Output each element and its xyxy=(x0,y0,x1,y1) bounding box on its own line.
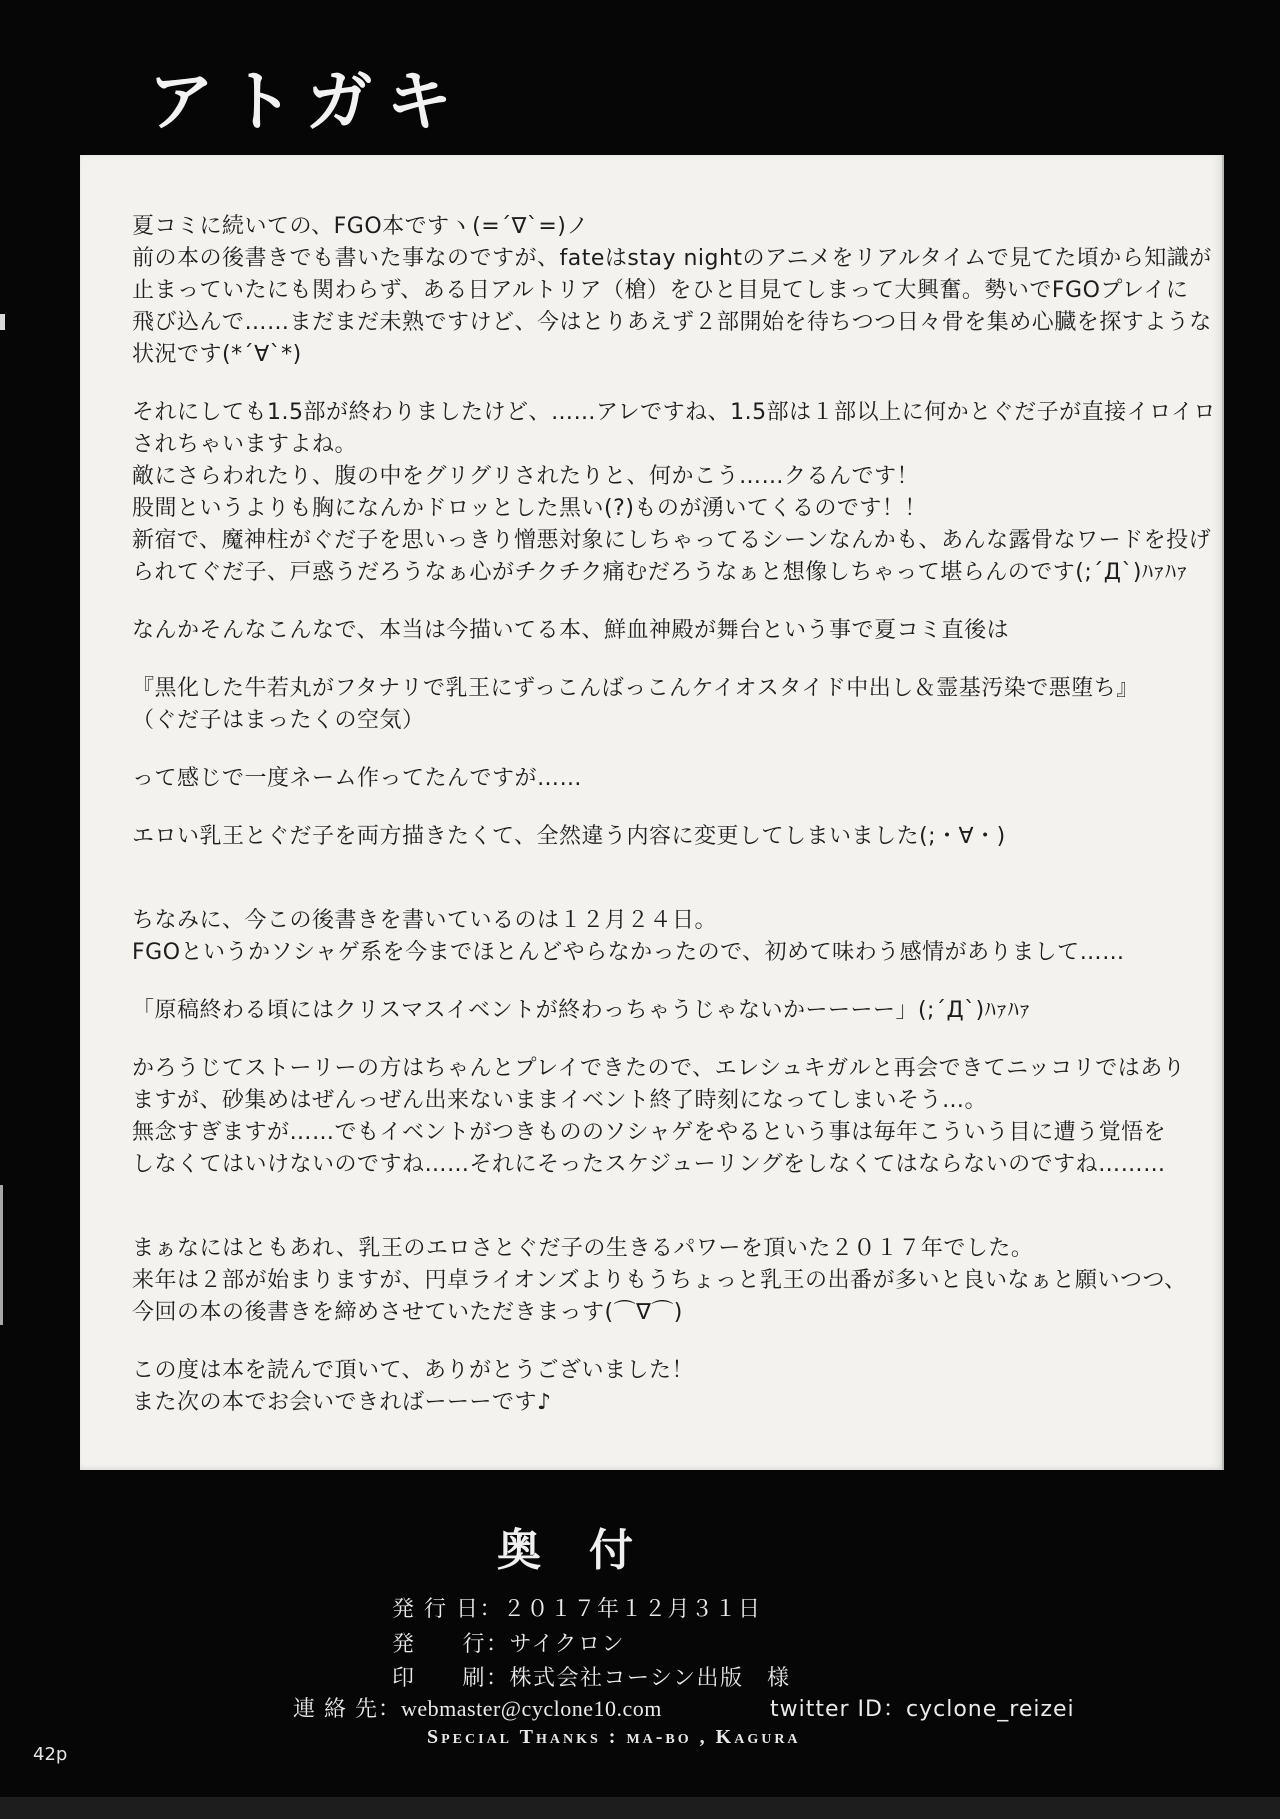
colophon-publisher: 発 行：サイクロン xyxy=(392,1632,626,1657)
afterword-blank-line xyxy=(132,853,1198,879)
afterword-line: なんかそんなこんなで、本当は今描いてる本、鮮血神殿が舞台という事で夏コミ直後は xyxy=(132,618,1010,643)
afterword-line: 前の本の後書きでも書いた事なのですが、fateはstay nightのアニメをリアルタイムで見てた頃から知識が xyxy=(132,246,1212,271)
afterword-line: まぁなにはともあれ、乳王のエロさとぐだ子の生きるパワーを頂いた２０１７年でした。 xyxy=(132,1236,1034,1261)
scan-artifact xyxy=(0,1185,3,1325)
afterword-blank-line xyxy=(132,371,1198,397)
afterword-paper xyxy=(80,155,1224,1470)
afterword-line: エロい乳王とぐだ子を両方描きたくて、全然違う内容に変更してしまいました(;・∀・) xyxy=(132,824,1006,849)
afterword-line: 敵にさらわれたり、腹の中をグリグリされたりと、何かこう……クるんです！ xyxy=(132,464,920,489)
colophon-special-thanks: Special Thanks : ma-bo , Kagura xyxy=(427,1726,801,1748)
twitter-value: cyclone_reizei xyxy=(906,1697,1075,1722)
afterword-line: しなくてはいけないのですね……それにそったスケジューリングをしなくてはならないのですね……… xyxy=(132,1152,1166,1177)
afterword-line: 「原稿終わる頃にはクリスマスイベントが終わっちゃうじゃないかーーーー」(;´Д`)ﾊｧﾊｧ xyxy=(132,998,1031,1023)
afterword-blank-line xyxy=(132,589,1198,615)
afterword-blank-line xyxy=(132,969,1198,995)
afterword-line: ますが、砂集めはぜんっぜん出来ないままイベント終了時刻になってしまいそう…。 xyxy=(132,1088,988,1113)
afterword-blank-line xyxy=(132,795,1198,821)
afterword-line: 『黒化した牛若丸がフタナリで乳王にずっこんばっこんケイオスタイド中出し＆霊基汚染で悪堕ち』 xyxy=(132,676,1139,701)
afterword-line: 状況です(*´∀`*) xyxy=(132,342,302,367)
afterword-blank-line xyxy=(132,879,1198,905)
page-number: 42p xyxy=(33,1744,68,1765)
afterword-line: されちゃいますよね。 xyxy=(132,432,358,457)
twitter-id xyxy=(770,1692,1075,1723)
colophon-contact-row xyxy=(293,1692,1075,1723)
afterword-line: この度は本を読んで頂いて、ありがとうございました！ xyxy=(132,1358,695,1383)
afterword-line: それにしても1.5部が終わりましたけど、……アレですね、1.5部は１部以上に何かとぐだ子が直接イロイロ xyxy=(132,400,1216,425)
afterword-blank-line xyxy=(132,1027,1198,1053)
scan-bottom-strip xyxy=(0,1797,1280,1819)
contact-email: webmaster@cyclone10.com xyxy=(401,1696,662,1721)
afterword-line: って感じで一度ネーム作ってたんですが…… xyxy=(132,766,583,791)
twitter-label: twitter ID： xyxy=(770,1697,906,1722)
colophon-title: 奥 付 xyxy=(497,1525,635,1576)
afterword-line: 今回の本の後書きを締めさせていただきまっす(⌒∇⌒) xyxy=(132,1300,683,1325)
contact-label: 連 絡 先： xyxy=(293,1697,401,1722)
afterword-line: 止まっていたにも関わらず、ある日アルトリア（槍）をひと目見てしまって大興奮。勢いでFGOプレイに xyxy=(132,278,1189,303)
colophon-publish-date: 発 行 日：２０１７年１２月３１日 xyxy=(392,1597,762,1622)
afterword-line: （ぐだ子はまったくの空気） xyxy=(132,708,425,733)
afterword-line: 夏コミに続いての、FGO本ですヽ(=´∇`=)ノ xyxy=(132,214,589,239)
afterword-body xyxy=(80,155,1222,1419)
afterword-blank-line xyxy=(132,1181,1198,1207)
scan-artifact xyxy=(0,314,5,330)
afterword-blank-line xyxy=(132,737,1198,763)
afterword-line: FGOというかソシャゲ系を今までほとんどやらなかったので、初めて味わう感情がありまして…… xyxy=(132,940,1125,965)
afterword-line: 来年は２部が始まりますが、円卓ライオンズよりもうちょっと乳王の出番が多いと良いなぁと願いつつ、 xyxy=(132,1268,1187,1293)
afterword-blank-line xyxy=(132,1329,1198,1355)
afterword-line: られてぐだ子、戸惑うだろうなぁ心がチクチク痛むだろうなぁと想像しちゃって堪らんのです(;´Д`)ﾊｧﾊｧ xyxy=(132,560,1189,585)
afterword-line: また次の本でお会いできればーーーです♪ xyxy=(132,1390,552,1415)
afterword-line: ちなみに、今この後書きを書いているのは１２月２４日。 xyxy=(132,908,718,933)
afterword-line: 股間というよりも胸になんかドロッとした黒い(?)ものが湧いてくるのです！！ xyxy=(132,496,927,521)
afterword-line: かろうじてストーリーの方はちゃんとプレイできたので、エレシュキガルと再会できてニッコリではあり xyxy=(132,1056,1186,1081)
afterword-blank-line xyxy=(132,647,1198,673)
afterword-line: 飛び込んで……まだまだ未熟ですけど、今はとりあえず２部開始を待ちつつ日々骨を集め心臓を探すような xyxy=(132,310,1212,335)
afterword-line: 新宿で、魔神柱がぐだ子を思いっきり憎悪対象にしちゃってるシーンなんかも、あんな露骨なワードを投げ xyxy=(132,528,1212,553)
page-title: アトガキ xyxy=(148,63,467,140)
colophon-printer: 印 刷：株式会社コーシン出版 様 xyxy=(392,1666,791,1691)
afterword-line: 無念すぎますが……でもイベントがつきもののソシャゲをやるという事は毎年こういう目に遭う覚悟を xyxy=(132,1120,1167,1145)
afterword-blank-line xyxy=(132,1207,1198,1233)
